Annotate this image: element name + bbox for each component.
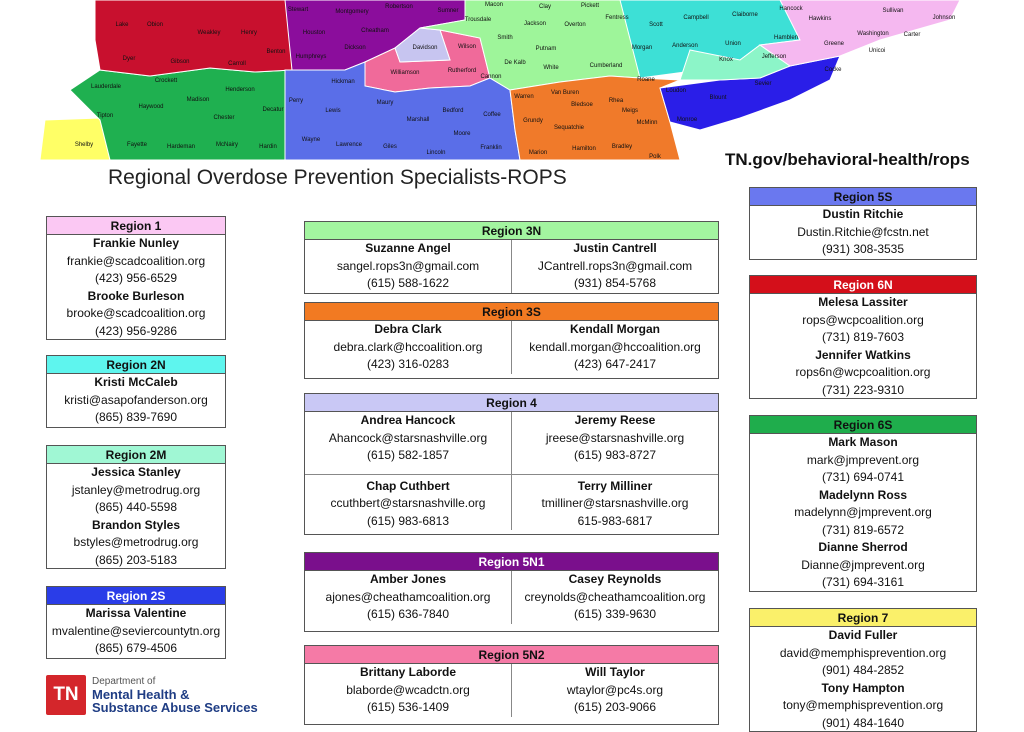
contact (511, 571, 718, 624)
contact-phone: (615) 339-9630 (512, 606, 718, 624)
contact-phone: (615) 983-8727 (512, 447, 718, 465)
county-label: Gibson (170, 59, 189, 65)
county-label: Weakley (198, 30, 221, 36)
county-label: Union (725, 41, 741, 47)
county-label: Unicoi (869, 48, 886, 54)
county-label: Lewis (325, 108, 340, 114)
county-label: Decatur (262, 107, 283, 113)
contact-email[interactable]: mark@jmprevent.org (750, 452, 976, 470)
county-label: Sumner (437, 8, 458, 14)
county-label: Lincoln (426, 150, 445, 156)
contact-email[interactable]: rops6n@wcpcoalition.org (750, 364, 976, 382)
contact (750, 206, 976, 259)
county-label: Hickman (331, 79, 354, 85)
county-label: Williamson (390, 70, 419, 76)
county-label: De Kalb (504, 60, 526, 66)
county-label: Jackson (524, 21, 546, 27)
contact-name: Justin Cantrell (512, 240, 718, 258)
region-2n-header: Region 2N (47, 356, 225, 374)
region-1-card (46, 216, 226, 340)
county-label: Rhea (609, 98, 624, 104)
contact-name: Kendall Morgan (512, 321, 718, 339)
region-6n-header: Region 6N (750, 276, 976, 294)
contact-name: Jeremy Reese (512, 412, 718, 430)
county-label: Marshall (407, 117, 430, 123)
county-label: Scott (649, 22, 663, 28)
contact (511, 240, 718, 293)
county-label: Hamblen (774, 35, 798, 41)
divider (305, 474, 718, 531)
county-label: Robertson (385, 4, 413, 10)
contact-email[interactable]: blaborde@wcadctn.org (305, 682, 511, 700)
contact (305, 664, 511, 717)
county-label: Warren (514, 94, 533, 100)
contact-email[interactable]: sangel.rops3n@gmail.com (305, 258, 511, 276)
county-label: Stewart (288, 7, 309, 13)
contact-phone: (615) 588-1622 (305, 275, 511, 293)
region-4-card (304, 393, 719, 535)
county-label: Moore (453, 131, 471, 137)
county-label: Hawkins (809, 16, 832, 22)
region-2n-card (46, 355, 226, 428)
county-label: Hancock (779, 6, 803, 12)
contact (511, 321, 718, 374)
county-label: Sequatchie (554, 125, 585, 131)
logo-line-3: Substance Abuse Services (92, 701, 258, 714)
contact-phone: (615) 582-1857 (305, 447, 511, 465)
contact (47, 517, 225, 570)
county-label: Johnson (933, 15, 956, 21)
region-5s-header: Region 5S (750, 188, 976, 206)
contact-email[interactable]: jreese@starsnashville.org (512, 430, 718, 448)
county-label: Overton (564, 22, 585, 28)
county-label: Rutherford (448, 68, 476, 74)
contact-phone: (423) 956-9286 (47, 323, 225, 341)
region-6s-card (749, 415, 977, 592)
contact-phone: (615) 203-9066 (512, 699, 718, 717)
contact-email[interactable]: mvalentine@seviercountytn.org (47, 623, 225, 641)
contact (511, 412, 718, 474)
region-2m-card (46, 445, 226, 569)
region-7-header: Region 7 (750, 609, 976, 627)
contact-email[interactable]: brooke@scadcoalition.org (47, 305, 225, 323)
contact (305, 475, 511, 531)
county-label: Coffee (483, 112, 501, 118)
county-label: Cumberland (590, 63, 623, 69)
contact-phone: (615) 636-7840 (305, 606, 511, 624)
contact-phone: (931) 308-3535 (750, 241, 976, 259)
county-label: Bradley (612, 144, 632, 150)
county-label: Trousdale (465, 17, 492, 23)
county-label: Macon (485, 2, 503, 8)
contact-phone: (901) 484-2852 (750, 662, 976, 680)
county-label: Wayne (302, 137, 321, 143)
tn-badge: TN (46, 675, 86, 715)
contact (47, 605, 225, 658)
contact-email[interactable]: ajones@cheathamcoalition.org (305, 589, 511, 607)
county-label: Giles (383, 144, 397, 150)
county-label: Obion (147, 22, 163, 28)
county-label: Cheatham (361, 28, 389, 34)
contact-name: Jennifer Watkins (750, 347, 976, 365)
contact (750, 680, 976, 732)
contact-email[interactable]: david@memphisprevention.org (750, 645, 976, 663)
region-3s-header: Region 3S (305, 303, 718, 321)
county-label: Putnam (536, 46, 557, 52)
county-label: Grundy (523, 118, 543, 124)
region-4-header: Region 4 (305, 394, 718, 412)
contact-name: Dianne Sherrod (750, 539, 976, 557)
county-label: Van Buren (551, 90, 579, 96)
county-label: Hardeman (167, 144, 195, 150)
contact-phone: (865) 203-5183 (47, 552, 225, 570)
contact (750, 434, 976, 487)
contact-email[interactable]: tony@memphisprevention.org (750, 697, 976, 715)
contact-email[interactable]: tmilliner@starsnashville.org (512, 495, 718, 513)
contact-email[interactable]: debra.clark@hccoalition.org (305, 339, 511, 357)
contact-name: Brooke Burleson (47, 288, 225, 306)
county-label: Montgomery (335, 9, 368, 15)
contact (750, 294, 976, 347)
contact-phone: (731) 819-7603 (750, 329, 976, 347)
county-label: Davidson (412, 45, 437, 51)
county-label: Dyer (123, 56, 136, 62)
contact-phone: (865) 839-7690 (47, 409, 225, 427)
region-3s-card (304, 302, 719, 379)
county-label: Claiborne (732, 12, 758, 18)
county-label: Morgan (632, 45, 652, 51)
county-label: Knox (719, 57, 733, 63)
county-label: Clay (539, 4, 551, 10)
contact (47, 288, 225, 341)
region-5n1-card (304, 552, 719, 632)
contact (305, 571, 511, 624)
contact-name: Brandon Styles (47, 517, 225, 535)
contact-name: Chap Cuthbert (305, 478, 511, 496)
contact-name: Madelynn Ross (750, 487, 976, 505)
county-label: Carroll (228, 61, 246, 67)
county-label: White (543, 65, 559, 71)
county-label: Perry (289, 98, 303, 104)
contact-email[interactable]: wtaylor@pc4s.org (512, 682, 718, 700)
county-label: Maury (377, 100, 394, 106)
contact (47, 235, 225, 288)
county-label: Chester (213, 115, 234, 121)
logo-text (92, 675, 258, 714)
contact-email[interactable]: kendall.morgan@hccoalition.org (512, 339, 718, 357)
region-3n-card (304, 221, 719, 294)
contact-phone: (731) 694-3161 (750, 574, 976, 592)
contact-email[interactable]: kristi@asapofanderson.org (47, 392, 225, 410)
contact-name: Dustin Ritchie (750, 206, 976, 224)
contact-email[interactable]: madelynn@jmprevent.org (750, 504, 976, 522)
region-2m-header: Region 2M (47, 446, 225, 464)
county-label: Lauderdale (91, 84, 122, 90)
county-label: Pickett (581, 3, 599, 9)
county-label: Washington (857, 31, 888, 37)
county-label: Humphreys (296, 54, 327, 60)
county-label: Henry (241, 30, 257, 36)
contact-phone: (731) 223-9310 (750, 382, 976, 400)
region-6n-card (749, 275, 977, 399)
county-label: Loudon (666, 88, 686, 94)
contact-email[interactable]: Ahancock@starsnashville.org (305, 430, 511, 448)
county-label: Sevier (754, 81, 771, 87)
tennessee-region-map (0, 0, 1024, 160)
contact-phone: (423) 316-0283 (305, 356, 511, 374)
contact-name: David Fuller (750, 627, 976, 645)
county-label: Lake (115, 22, 129, 28)
contact-phone: (931) 854-5768 (512, 275, 718, 293)
contact-name: Mark Mason (750, 434, 976, 452)
contact-name: Marissa Valentine (47, 605, 225, 623)
contact (750, 627, 976, 680)
county-label: Greene (824, 41, 845, 47)
county-label: Hamilton (572, 146, 596, 152)
map-region-r6n (95, 0, 292, 76)
contact-email[interactable]: creynolds@cheathamcoalition.org (512, 589, 718, 607)
region-2s-card (46, 586, 226, 659)
county-label: Franklin (480, 145, 501, 151)
region-6s-header: Region 6S (750, 416, 976, 434)
contact-email[interactable]: rops@wcpcoalition.org (750, 312, 976, 330)
region-7-card (749, 608, 977, 732)
contact-name: Brittany Laborde (305, 664, 511, 682)
website-url[interactable]: TN.gov/behavioral-health/rops (725, 150, 970, 170)
county-label: Blount (709, 95, 726, 101)
region-5n2-card (304, 645, 719, 725)
contact-phone: (865) 440-5598 (47, 499, 225, 517)
region-3n-header: Region 3N (305, 222, 718, 240)
county-label: Smith (497, 35, 512, 41)
contact (305, 412, 511, 474)
contact-name: Debra Clark (305, 321, 511, 339)
county-label: Marion (529, 150, 547, 156)
county-label: Anderson (672, 43, 698, 49)
contact-phone: (731) 694-0741 (750, 469, 976, 487)
contact (511, 475, 718, 531)
county-label: Polk (649, 154, 662, 160)
contact-phone: 615-983-6817 (512, 513, 718, 531)
county-label: Tipton (97, 113, 113, 119)
contact (750, 539, 976, 592)
contact-email[interactable]: ccuthbert@starsnashville.org (305, 495, 511, 513)
county-label: Madison (187, 97, 210, 103)
contact-name: Frankie Nunley (47, 235, 225, 253)
map-region-r7 (40, 118, 110, 160)
contact-name: Tony Hampton (750, 680, 976, 698)
county-label: Roane (637, 77, 655, 83)
contact-phone: (731) 819-6572 (750, 522, 976, 540)
contact-email[interactable]: jstanley@metrodrug.org (47, 482, 225, 500)
contact-phone: (423) 956-6529 (47, 270, 225, 288)
county-label: Dickson (344, 45, 365, 51)
county-label: Benton (266, 49, 285, 55)
county-label: Henderson (225, 87, 254, 93)
contact (47, 374, 225, 427)
logo-line-1: Department of (92, 675, 258, 688)
region-5s-card (749, 187, 977, 260)
contact (750, 487, 976, 540)
contact-name: Jessica Stanley (47, 464, 225, 482)
contact-name: Andrea Hancock (305, 412, 511, 430)
county-label: Cannon (480, 74, 501, 80)
contact-email[interactable]: Dustin.Ritchie@fcstn.net (750, 224, 976, 242)
contact-phone: (865) 679-4506 (47, 640, 225, 658)
county-label: McMinn (636, 120, 657, 126)
contact-email[interactable]: bstyles@metrodrug.org (47, 534, 225, 552)
county-label: Hardin (259, 144, 277, 150)
county-label: Cocke (824, 67, 842, 73)
contact-name: Casey Reynolds (512, 571, 718, 589)
contact-phone: (615) 983-6813 (305, 513, 511, 531)
contact (305, 240, 511, 293)
page-title: Regional Overdose Prevention Specialists-ROPS (108, 166, 567, 190)
county-label: McNairy (216, 142, 238, 148)
county-label: Meigs (622, 108, 638, 114)
county-label: Fayette (127, 142, 148, 148)
county-label: Campbell (683, 15, 708, 21)
contact-phone: (615) 536-1409 (305, 699, 511, 717)
contact (47, 464, 225, 517)
county-label: Bledsoe (571, 102, 593, 108)
county-label: Wilson (458, 44, 476, 50)
county-label: Lawrence (336, 142, 363, 148)
county-label: Sullivan (882, 8, 903, 14)
tdmhsas-logo (46, 675, 258, 715)
county-label: Monroe (677, 117, 698, 123)
region-5n2-header: Region 5N2 (305, 646, 718, 664)
contact-name: Kristi McCaleb (47, 374, 225, 392)
county-label: Houston (303, 30, 325, 36)
county-label: Jefferson (762, 54, 787, 60)
county-label: Crockett (155, 78, 178, 84)
contact-email[interactable]: JCantrell.rops3n@gmail.com (512, 258, 718, 276)
logo-line-2: Mental Health & (92, 688, 258, 701)
contact-email[interactable]: Dianne@jmprevent.org (750, 557, 976, 575)
county-label: Fentress (605, 15, 628, 21)
contact-name: Melesa Lassiter (750, 294, 976, 312)
county-label: Bedford (442, 108, 463, 114)
region-2s-header: Region 2S (47, 587, 225, 605)
contact-phone: (423) 647-2417 (512, 356, 718, 374)
county-label: Shelby (75, 142, 93, 148)
contact (305, 321, 511, 374)
contact-name: Suzanne Angel (305, 240, 511, 258)
region-5n1-header: Region 5N1 (305, 553, 718, 571)
contact-name: Terry Milliner (512, 478, 718, 496)
contact (750, 347, 976, 400)
contact-phone: (901) 484-1640 (750, 715, 976, 732)
contact (511, 664, 718, 717)
county-label: Haywood (138, 104, 163, 110)
region-1-header: Region 1 (47, 217, 225, 235)
contact-name: Amber Jones (305, 571, 511, 589)
contact-name: Will Taylor (512, 664, 718, 682)
county-label: Carter (904, 32, 921, 38)
contact-email[interactable]: frankie@scadcoalition.org (47, 253, 225, 271)
